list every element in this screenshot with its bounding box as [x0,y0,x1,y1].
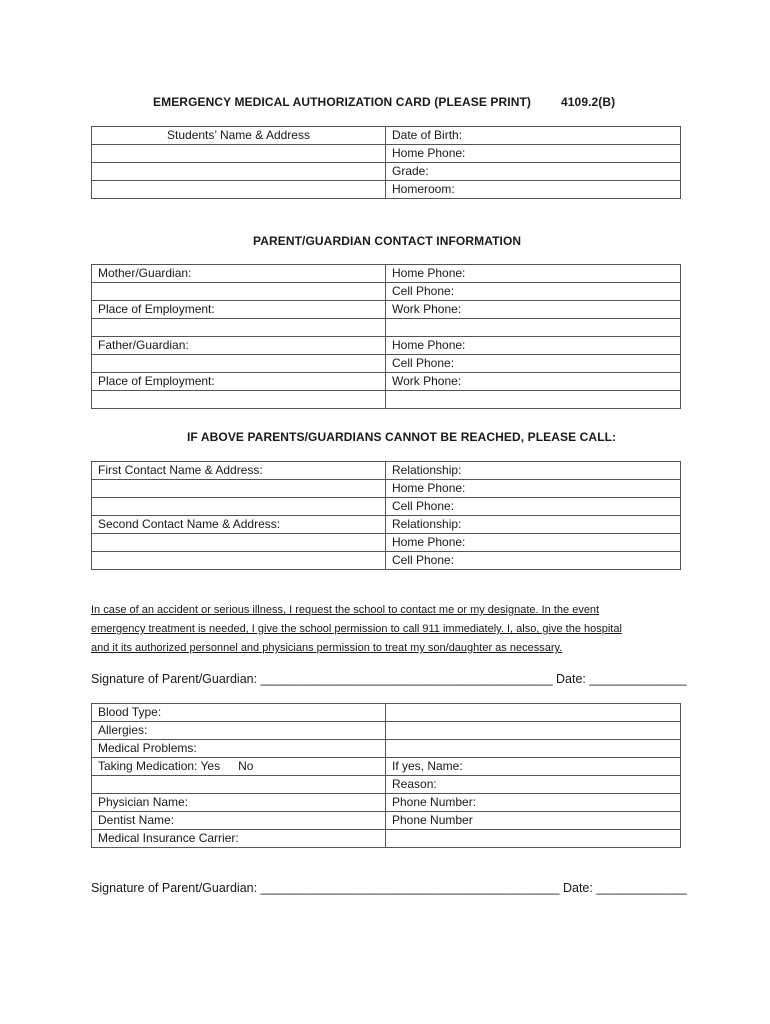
medical-problems-cell[interactable]: Medical Problems: [92,740,386,758]
dentist-phone-cell[interactable]: Phone Number [386,812,681,830]
student-address-cell[interactable] [92,181,386,199]
father-guardian-cell[interactable]: Father/Guardian: [92,337,386,355]
first-contact-address-cell[interactable] [92,480,386,498]
date-of-birth-cell[interactable]: Date of Birth: [386,127,681,145]
student-address-cell[interactable] [92,163,386,181]
table-row [92,319,681,337]
signature-row-1 [91,672,687,686]
medical-blank-cell[interactable] [386,722,681,740]
date-line[interactable]: _____________ [596,881,687,895]
mother-extra-cell[interactable] [92,319,386,337]
table-row [92,462,681,480]
father-blank-cell[interactable] [92,355,386,373]
second-contact-relationship-cell[interactable]: Relationship: [386,516,681,534]
medical-blank-cell[interactable] [386,740,681,758]
table-row [92,722,681,740]
father-employment-cell[interactable]: Place of Employment: [92,373,386,391]
table-row [92,337,681,355]
first-contact-name-cell[interactable]: First Contact Name & Address: [92,462,386,480]
date-label: Date: [552,672,590,686]
taking-medication-yes-label[interactable]: Taking Medication: Yes [98,759,221,773]
table-row [92,830,681,848]
table-row [92,812,681,830]
second-contact-cell-phone-cell[interactable]: Cell Phone: [386,552,681,570]
mother-work-phone-cell[interactable]: Work Phone: [386,301,681,319]
alt-contact-title: IF ABOVE PARENTS/GUARDIANS CANNOT BE REACHED, PLEASE CALL: [187,430,617,444]
date-line[interactable]: ______________ [589,672,687,686]
father-cell-phone-cell[interactable]: Cell Phone: [386,355,681,373]
father-extra-cell[interactable] [92,391,386,409]
table-row [92,373,681,391]
table-row [92,794,681,812]
emergency-contact-table [91,461,681,570]
signature-line[interactable]: __________________________________________ [260,672,553,686]
table-row [92,758,681,776]
table-row [92,480,681,498]
signature-row-2 [91,881,687,895]
consent-line: In case of an accident or serious illness, I request the school to contact me or my designate. In the event [91,604,600,616]
mother-extra-cell[interactable] [386,319,681,337]
medical-info-table [91,703,681,848]
table-row [92,181,681,199]
table-row [92,355,681,373]
mother-home-phone-cell[interactable]: Home Phone: [386,265,681,283]
table-row [92,534,681,552]
insurance-carrier-cell[interactable]: Medical Insurance Carrier: [92,830,386,848]
dentist-name-cell[interactable]: Dentist Name: [92,812,386,830]
medication-name-cell[interactable]: If yes, Name: [386,758,681,776]
table-row [92,740,681,758]
first-contact-cell-phone-cell[interactable]: Cell Phone: [386,498,681,516]
date-label: Date: [559,881,597,895]
table-row [92,145,681,163]
parent-contact-table [91,264,681,409]
signature-line[interactable]: ___________________________________________ [260,881,560,895]
student-name-address-cell[interactable]: Students’ Name & Address [92,127,386,145]
parent-section-title: PARENT/GUARDIAN CONTACT INFORMATION [253,234,522,248]
physician-phone-cell[interactable]: Phone Number: [386,794,681,812]
taking-medication-no-label[interactable]: No [238,759,254,773]
consent-line: emergency treatment is needed, I give the school permission to call 911 immediately. I, also, give the hospital [91,623,622,635]
mother-blank-cell[interactable] [92,283,386,301]
signature-label: Signature of Parent/Guardian: [91,881,261,895]
student-address-cell[interactable] [92,145,386,163]
table-row [92,552,681,570]
table-row [92,283,681,301]
form-title: EMERGENCY MEDICAL AUTHORIZATION CARD (PLEASE PRINT) [153,95,531,109]
taking-medication-cell[interactable] [92,758,386,776]
mother-cell-phone-cell[interactable]: Cell Phone: [386,283,681,301]
form-number: 4109.2(B) [561,95,616,109]
first-contact-address-cell[interactable] [92,498,386,516]
second-contact-address-cell[interactable] [92,552,386,570]
first-contact-home-phone-cell[interactable]: Home Phone: [386,480,681,498]
mother-employment-cell[interactable]: Place of Employment: [92,301,386,319]
table-row [92,704,681,722]
allergies-cell[interactable]: Allergies: [92,722,386,740]
physician-name-cell[interactable]: Physician Name: [92,794,386,812]
student-home-phone-cell[interactable]: Home Phone: [386,145,681,163]
consent-line: and it its authorized personnel and physicians permission to treat my son/daughter as necessary. [91,642,563,654]
table-row [92,265,681,283]
table-row [92,498,681,516]
signature-label: Signature of Parent/Guardian: [91,672,261,686]
first-contact-relationship-cell[interactable]: Relationship: [386,462,681,480]
second-contact-home-phone-cell[interactable]: Home Phone: [386,534,681,552]
second-contact-address-cell[interactable] [92,534,386,552]
medical-blank-cell[interactable] [92,776,386,794]
student-info-table [91,126,681,199]
homeroom-cell[interactable]: Homeroom: [386,181,681,199]
table-row [92,301,681,319]
medication-reason-cell[interactable]: Reason: [386,776,681,794]
table-row [92,776,681,794]
second-contact-name-cell[interactable]: Second Contact Name & Address: [92,516,386,534]
medical-blank-cell[interactable] [386,830,681,848]
blood-type-cell[interactable]: Blood Type: [92,704,386,722]
grade-cell[interactable]: Grade: [386,163,681,181]
father-work-phone-cell[interactable]: Work Phone: [386,373,681,391]
table-row [92,163,681,181]
table-row [92,516,681,534]
father-extra-cell[interactable] [386,391,681,409]
table-row [92,127,681,145]
mother-guardian-cell[interactable]: Mother/Guardian: [92,265,386,283]
father-home-phone-cell[interactable]: Home Phone: [386,337,681,355]
medical-blank-cell[interactable] [386,704,681,722]
table-row [92,391,681,409]
